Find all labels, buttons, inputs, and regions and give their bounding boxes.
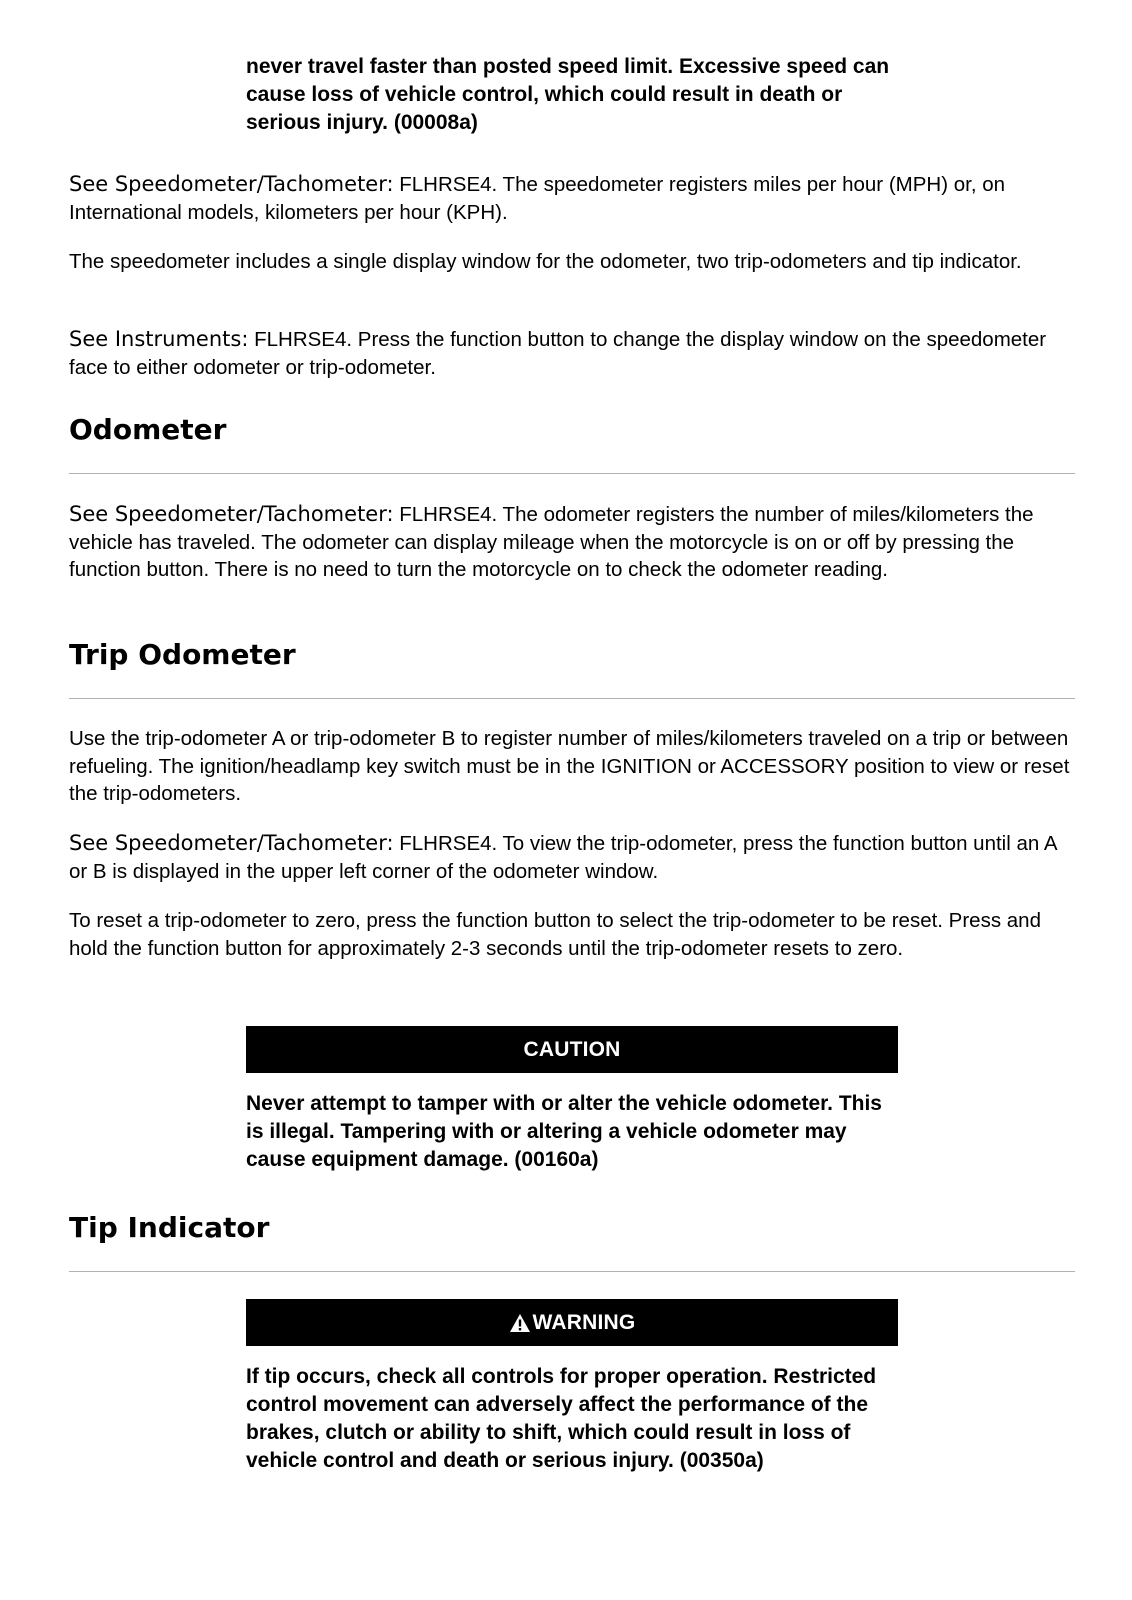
display-window-paragraph bbox=[69, 248, 1079, 276]
warning-block bbox=[246, 1363, 896, 1475]
display-window-paragraph-text: The speedometer includes a single display window for the odometer, two trip-odometers and tip indicator. bbox=[69, 250, 1022, 273]
trip-odometer-view-text: FLHRSE4. To view the trip-odometer, press the function button until an A or B is displayed in the upper left corner of the odometer window. bbox=[69, 832, 1057, 883]
warning-label: WARNING bbox=[532, 1310, 636, 1334]
caution-label: CAUTION bbox=[523, 1037, 621, 1061]
warning-banner bbox=[246, 1299, 898, 1346]
speedometer-paragraph bbox=[69, 171, 1079, 226]
section-divider bbox=[69, 698, 1075, 699]
trip-odometer-reference: See Speedometer/Tachometer: bbox=[69, 831, 394, 855]
speed-warning-text: never travel faster than posted speed limit. Excessive speed can cause loss of vehicle control, which could result in death or serious injury. (00008a) bbox=[246, 55, 890, 134]
caution-block bbox=[246, 1090, 896, 1174]
odometer-paragraph-text: FLHRSE4. The odometer registers the number of miles/kilometers the vehicle has traveled. The odometer can display mileage when the motorcycle is on or off by pressing the function button. There is no need to turn the motorcycle on to check the odometer reading. bbox=[69, 503, 1034, 581]
section-divider bbox=[69, 473, 1075, 474]
instruments-paragraph bbox=[69, 326, 1079, 381]
instruments-reference: See Instruments: bbox=[69, 327, 249, 351]
warning-triangle-icon bbox=[509, 1313, 531, 1333]
warning-text: If tip occurs, check all controls for proper operation. Restricted control movement can adversely affect the performance of the brakes, clutch or ability to shift, which could result in loss of vehicle control and death or serious injury. (00350a) bbox=[246, 1365, 877, 1472]
trip-odometer-heading: Trip Odometer bbox=[69, 638, 296, 671]
speed-warning-block bbox=[246, 53, 896, 137]
speedometer-reference: See Speedometer/Tachometer: bbox=[69, 172, 394, 196]
odometer-heading: Odometer bbox=[69, 413, 227, 446]
trip-odometer-usage-text: Use the trip-odometer A or trip-odometer B to register number of miles/kilometers traveled on a trip or between refueling. The ignition/headlamp key switch must be in the IGNITION or ACCESSORY position to view or reset the trip-odometers. bbox=[69, 727, 1070, 805]
tip-indicator-heading: Tip Indicator bbox=[69, 1211, 270, 1244]
trip-odometer-reset-text: To reset a trip-odometer to zero, press the function button to select the trip-odometer to be reset. Press and hold the function button for approximately 2-3 seconds until the trip-odometer resets to zero. bbox=[69, 909, 1041, 960]
caution-text: Never attempt to tamper with or alter the vehicle odometer. This is illegal. Tampering with or altering a vehicle odometer may cause equipment damage. (00160a) bbox=[246, 1092, 882, 1171]
odometer-paragraph bbox=[69, 501, 1079, 584]
trip-odometer-view-paragraph bbox=[69, 830, 1079, 885]
instruments-paragraph-text: FLHRSE4. Press the function button to change the display window on the speedometer face to either odometer or trip-odometer. bbox=[69, 328, 1047, 379]
caution-banner bbox=[246, 1026, 898, 1073]
trip-odometer-usage-paragraph bbox=[69, 725, 1079, 808]
speedometer-paragraph-text: FLHRSE4. The speedometer registers miles per hour (MPH) or, on International models, kilometers per hour (KPH). bbox=[69, 173, 1006, 224]
trip-odometer-reset-paragraph bbox=[69, 907, 1079, 962]
odometer-reference: See Speedometer/Tachometer: bbox=[69, 502, 394, 526]
section-divider bbox=[69, 1271, 1075, 1272]
